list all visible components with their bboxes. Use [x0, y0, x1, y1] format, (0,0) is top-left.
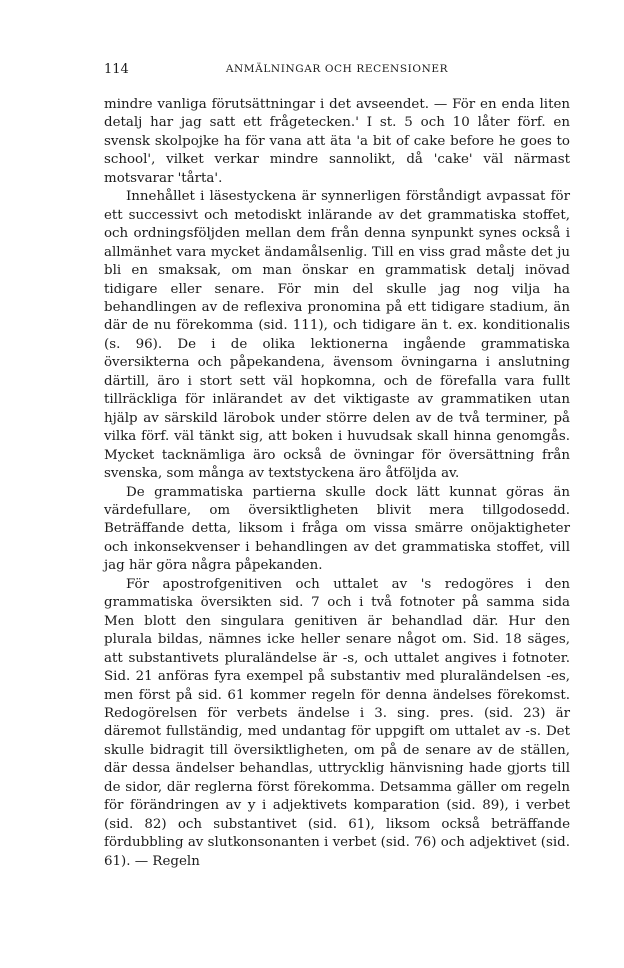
paragraph: mindre vanliga förutsättningar i det avseendet. — För en enda liten detalj har jag satt ett frågetecken.' I st. 5 och 10 låter förf. en svensk skolpojke ha för vana att äta 'a bit of cake before he goes to school', vilket verkar mindre sannolikt, då 'cake' väl närmast motsvarar 'tårta'.	[104, 97, 570, 186]
paragraph: De grammatiska partierna skulle dock lätt kunnat göras än värdefullare, om översiktligheten blivit mera tillgodosedd. Beträffande detta, liksom i fråga om vissa smärre onöjaktigheter och inkonsekvenser i behandlingen av det grammatiska stoffet, vill jag här göra några påpekanden.	[104, 484, 570, 574]
paragraph: Innehållet i läsestyckena är synnerligen förståndigt avpassat för ett successivt och metodiskt inlärande av det grammatiska stoffet, och ordningsföljden mellan dem från denna synpunkt synes också i allmänhet vara mycket ändamålsenlig. Till en viss grad måste det ju bli en smaksak, om man önskar en grammatisk detalj inövad tidigare eller senare. För min del skulle jag nog vilja ha behandlingen av de reflexiva pronomina på ett tidigare stadium, än där de nu förekomma (sid. 111), och tidigare än t. ex. konditionalis (s. 96). De i de olika lektionerna ingående grammatiska översikterna och påpekandena, ävensom övningarna i anslutning därtill, äro i stort sett väl hopkomna, och de förefalla vara fullt tillräckliga för inlärandet av det viktigaste av grammatiken utan hjälp av särskild lärobok under större delen av de två terminer, på vilka förf. väl tänkt sig, att boken i huvudsak skall hinna genomgås. Mycket tacknämliga äro också de övningar för översättning från svenska, som många av textstyckena äro åtföljda av.	[104, 189, 570, 482]
book-page	[104, 60, 570, 871]
running-title: ANMÄLNINGAR OCH RECENSIONER	[225, 63, 449, 75]
review-body	[104, 96, 570, 871]
paragraph: För apostrofgenitiven och uttalet av 's redogöres i den grammatiska översikten sid. 7 och i två fotnoter på samma sida Men blott den singulara genitiven är behandlad där. Hur den plurala bildas, nämnes icke heller senare något om. Sid. 18 säges, att substantivets pluraländelse är -s, och uttalet angives i fotnoter. Sid. 21 anföras fyra exempel på substantiv med pluraländelsen -es, men först på sid. 61 kommer regeln för denna ändelses förekomst. Redogörelsen för verbets ändelse i 3. sing. pres. (sid. 23) är däremot fullständig, med undantag för uppgift om uttalet av -s. Det skulle bidragit till översiktligheten, om på de senare av de ställen, där dessa ändelser behandlas, uttrycklig hänvisning hade gjorts till de sidor, där reglerna först förekomma. Detsamma gäller om regeln för förändringen av y i adjektivets komparation (sid. 89), i verbet (sid. 82) och substantivet (sid. 61), liksom också beträffande fördubbling av slutkonsonanten i verbet (sid. 76) och adjektivet (sid. 61). — Regeln	[104, 576, 570, 869]
page-number: 114	[104, 62, 129, 77]
running-header	[104, 60, 570, 80]
